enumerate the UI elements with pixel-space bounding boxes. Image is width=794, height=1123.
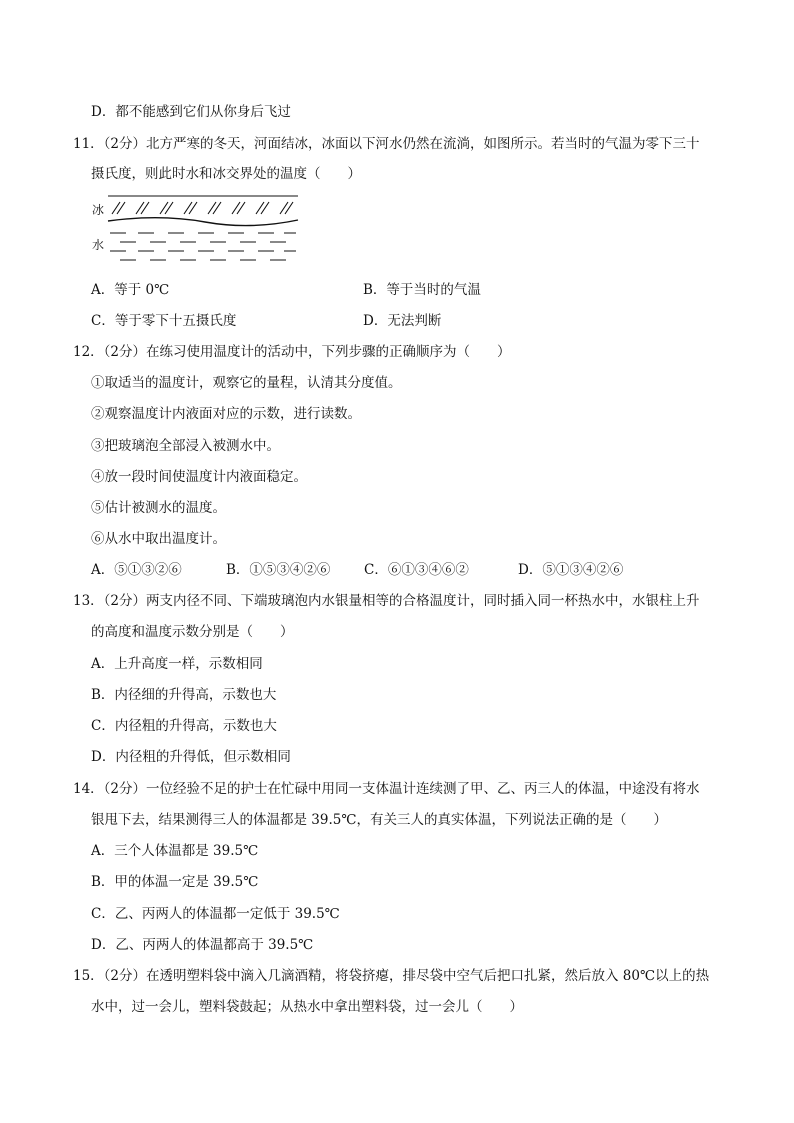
ice-water-diagram (90, 190, 305, 268)
q11-option-d: D．无法判断 (363, 313, 442, 329)
q12-option-b: B．①⑤③④②⑥ (226, 562, 331, 578)
q14-option-d: D．乙、丙两人的体温都高于 39.5℃ (91, 937, 314, 953)
q15-stem-line1: 15．（2分）在透明塑料袋中滴入几滴酒精，将袋挤瘪，排尽袋中空气后把口扎紧，然后放入 80℃以上的热 (73, 968, 710, 984)
q13-option-a: A．上升高度一样，示数相同 (91, 656, 263, 672)
water-dashes (110, 233, 296, 260)
q13-stem-line2: 的高度和温度示数分别是（ ） (91, 624, 294, 640)
q13-stem-line1: 13．（2分）两支内径不同、下端玻璃泡内水银量相等的合格温度计，同时插入同一杯热水中，水银柱上升 (73, 593, 700, 609)
q14-option-a: A．三个人体温都是 39.5℃ (91, 843, 259, 859)
ice-hatching (112, 202, 293, 214)
q12-step-4: ④放一段时间使温度计内液面稳定。 (91, 469, 307, 485)
q12-step-2: ②观察温度计内液面对应的示数，进行读数。 (91, 406, 361, 422)
q12-step-3: ③把玻璃泡全部浸入被测水中。 (91, 438, 280, 454)
q13-option-d: D．内径粗的升得低，但示数相同 (91, 749, 291, 765)
water-label: 水 (92, 238, 105, 252)
q15-stem-line2: 水中，过一会儿，塑料袋鼓起；从热水中拿出塑料袋，过一会儿（ ） (91, 999, 523, 1015)
q12-option-d: D．⑤①③④②⑥ (518, 562, 624, 578)
q11-option-c: C．等于零下十五摄氏度 (91, 313, 237, 329)
q11-option-a: A．等于 0℃ (91, 282, 170, 298)
q14-stem-line1: 14．（2分）一位经验不足的护士在忙碌中用同一支体温计连续测了甲、乙、丙三人的体温，中途没有将水 (73, 781, 700, 797)
q12-step-1: ①取适当的温度计，观察它的量程，认清其分度值。 (91, 375, 402, 391)
q13-option-b: B．内径细的升得高，示数也大 (91, 687, 277, 703)
q11-stem-line2: 摄氏度，则此时水和冰交界处的温度（ ） (91, 166, 361, 182)
q14-option-b: B．甲的体温一定是 39.5℃ (91, 874, 259, 890)
q12-option-c: C．⑥①③④⑥② (364, 562, 469, 578)
q14-stem-line2: 银甩下去，结果测得三人的体温都是 39.5℃，有关三人的真实体温，下列说法正确的是（ ） (91, 812, 667, 828)
q12-stem: 12．（2分）在练习使用温度计的活动中，下列步骤的正确顺序为（ ） (73, 344, 511, 360)
ice-water-boundary (108, 218, 298, 226)
q11-stem-line1: 11．（2分）北方严寒的冬天，河面结冰，冰面以下河水仍然在流淌，如图所示。若当时的气温为零下三十 (73, 136, 700, 152)
q14-option-c: C．乙、丙两人的体温都一定低于 39.5℃ (91, 906, 340, 922)
q12-step-5: ⑤估计被测水的温度。 (91, 500, 226, 516)
q13-option-c: C．内径粗的升得高，示数也大 (91, 718, 277, 734)
ice-label: 冰 (92, 203, 105, 217)
q12-step-6: ⑥从水中取出温度计。 (91, 531, 226, 547)
prev-question-option-d: D．都不能感到它们从你身后飞过 (91, 104, 291, 120)
q12-option-a: A．⑤①③②⑥ (91, 562, 182, 578)
q11-option-b: B．等于当时的气温 (363, 282, 481, 298)
